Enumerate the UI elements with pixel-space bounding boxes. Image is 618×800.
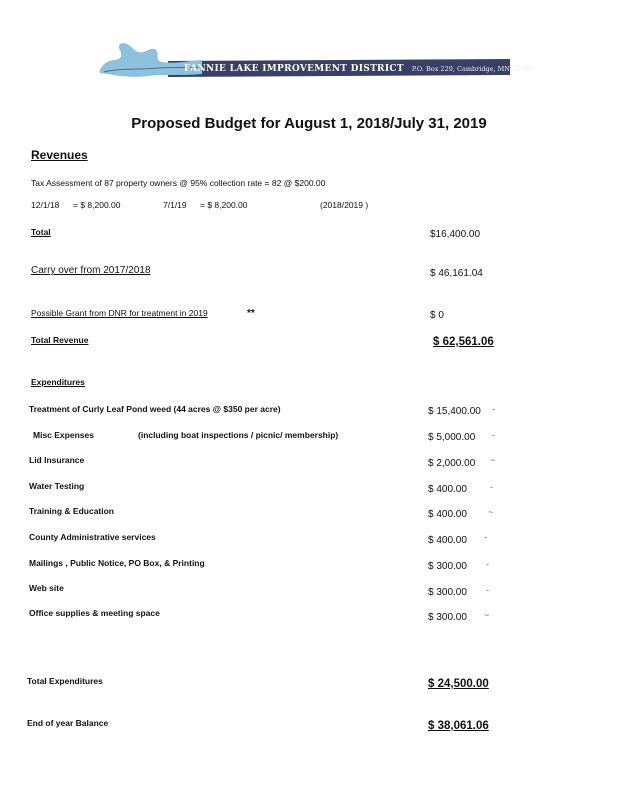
banner-text	[168, 61, 533, 77]
check-mark: ~	[490, 455, 496, 465]
expenditure-label: Treatment of Curly Leaf Pond weed (44 acres @ $350 per acre)	[29, 404, 281, 414]
check-mark: ~	[484, 610, 490, 620]
total-revenue-label: Total Revenue	[31, 335, 89, 345]
expenditures-heading: Expenditures	[31, 377, 85, 387]
district-name: FANNIE LAKE IMPROVEMENT DISTRICT	[184, 64, 404, 74]
expenditure-value: $ 300.00	[428, 587, 467, 598]
page-title: Proposed Budget for August 1, 2018/July 31, 2019	[131, 115, 487, 132]
payment-2-amount: = $ 8,200.00	[200, 200, 248, 210]
end-balance-value: $ 38,061.06	[428, 720, 489, 732]
payment-1-amount: = $ 8,200.00	[73, 200, 121, 210]
check-mark: -	[492, 404, 495, 414]
check-mark: -	[490, 482, 493, 492]
payment-2-date: 7/1/19	[163, 200, 187, 210]
grant-marker: **	[247, 308, 255, 319]
expenditure-label: Web site	[29, 583, 64, 593]
expenditure-value: $ 2,000.00	[428, 458, 476, 469]
total-revenue-value: $ 62,561.06	[433, 336, 494, 348]
expenditure-label: Mailings , Public Notice, PO Box, & Printing	[29, 558, 205, 568]
expenditure-value: $ 300.00	[428, 561, 467, 572]
expenditure-label: County Administrative services	[29, 532, 156, 542]
grant-value: $ 0	[430, 310, 444, 321]
check-mark: -	[486, 585, 489, 595]
expenditure-value: $ 300.00	[428, 612, 467, 623]
carryover-label: Carry over from 2017/2018	[31, 265, 151, 276]
end-balance-label: End of year Balance	[27, 718, 109, 728]
grant-label: Possible Grant from DNR for treatment in 2019	[31, 308, 208, 318]
expenditure-label: Office supplies & meeting space	[29, 608, 160, 618]
check-mark: -	[484, 532, 487, 542]
tax-assessment-line: Tax Assessment of 87 property owners @ 95% collection rate = 82 @ $200.00	[31, 178, 326, 188]
expenditure-label: Lid Insurance	[29, 455, 85, 465]
check-mark: -	[492, 430, 495, 440]
district-address: P.O. Box 229, Cambridge, MN 55008	[411, 65, 533, 73]
revenues-heading: Revenues	[31, 148, 88, 162]
expenditure-label: Misc Expenses	[33, 430, 94, 440]
expenditure-label: Water Testing	[29, 481, 85, 491]
check-mark: ~	[488, 507, 494, 517]
carryover-value: $ 46,161.04	[430, 268, 483, 279]
expenditure-value: $ 5,000.00	[428, 432, 476, 443]
revenue-total-label: Total	[31, 227, 51, 237]
expenditure-label: Training & Education	[29, 506, 115, 516]
expenditure-note: (including boat inspections / picnic/ membership)	[138, 430, 339, 440]
total-expenditures-label: Total Expenditures	[27, 676, 103, 686]
check-mark: -	[486, 559, 489, 569]
district-banner	[98, 38, 533, 84]
expenditure-value: $ 400.00	[428, 535, 467, 546]
expenditure-value: $ 400.00	[428, 484, 467, 495]
revenue-total-value: $16,400.00	[430, 229, 481, 240]
payment-1-date: 12/1/18	[31, 200, 60, 210]
expenditure-value: $ 400.00	[428, 509, 467, 520]
total-expenditures-value: $ 24,500.00	[428, 678, 489, 690]
expenditure-value: $ 15,400.00	[428, 406, 481, 417]
budget-period: (2018/2019 )	[320, 200, 369, 210]
